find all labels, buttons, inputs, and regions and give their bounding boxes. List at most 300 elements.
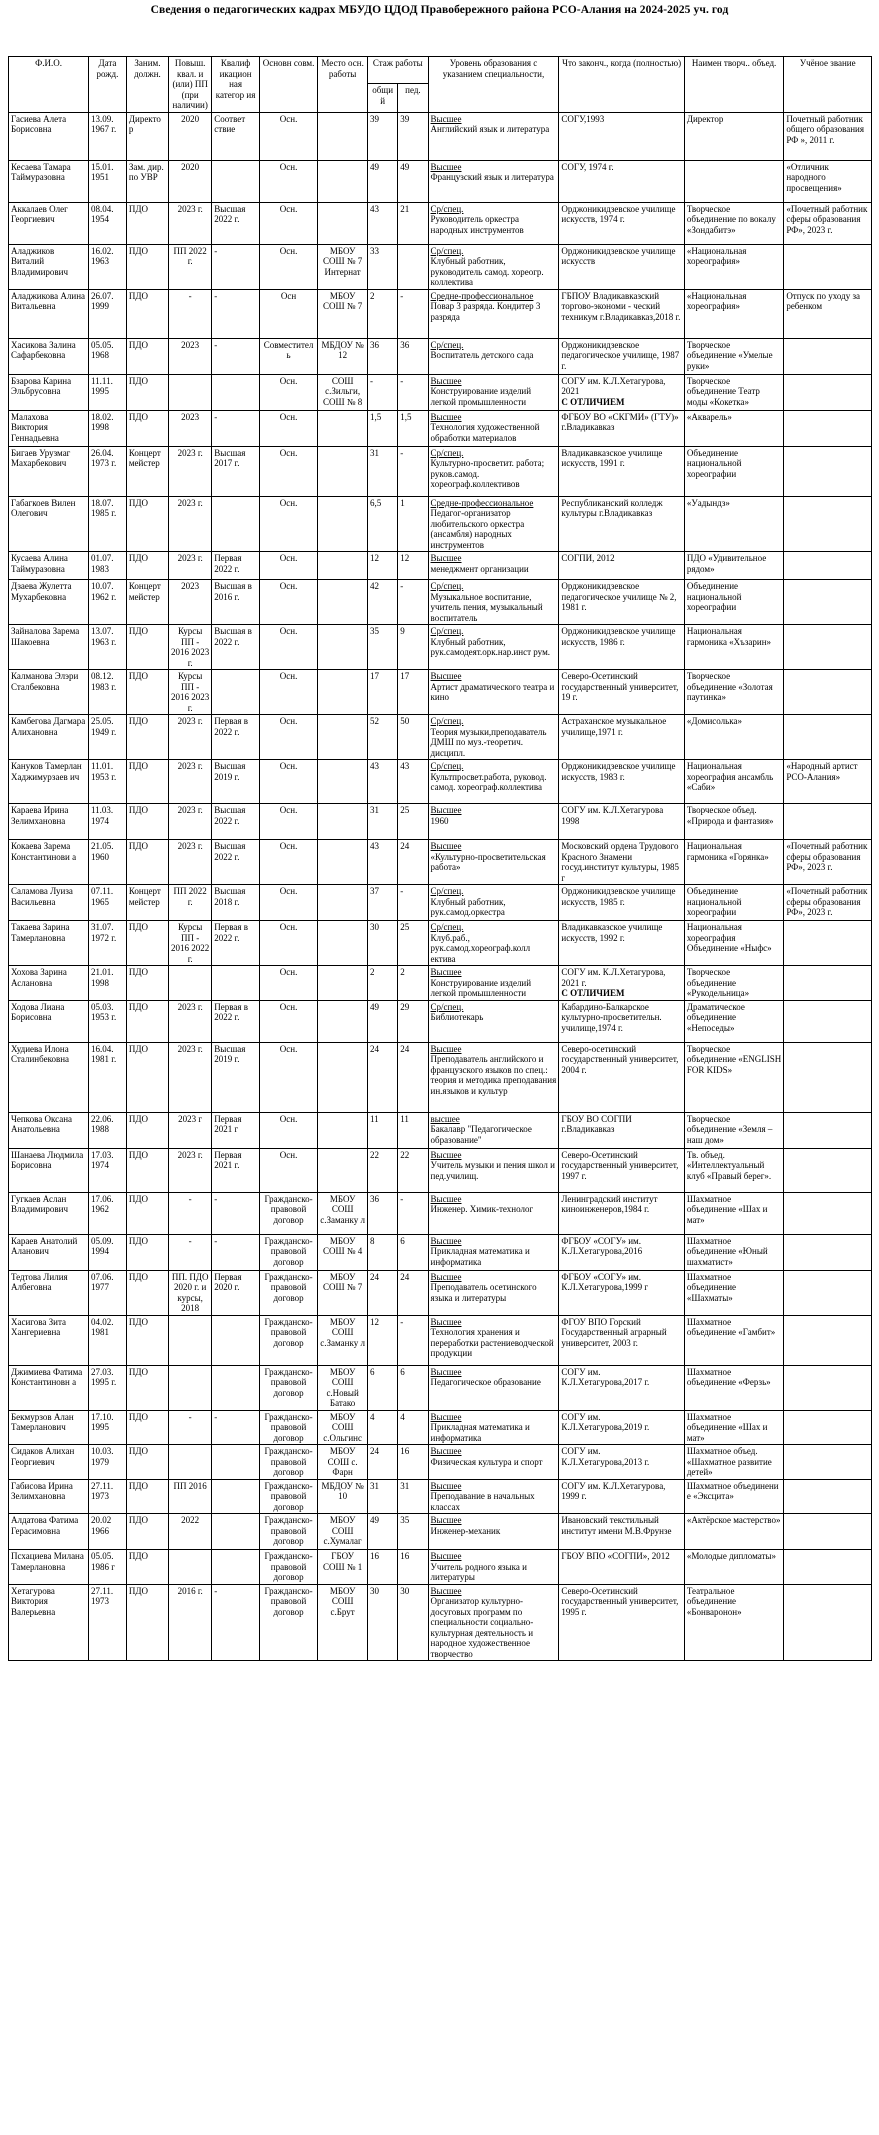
cell-association: Творческое объединение по вокалу «Зондабитэ» [684,202,783,244]
graduated-text: Орджоникидзевское педагогическое училище, 1987 г. [561,339,680,371]
cell-basis: Гражданско-правовой договор [259,1550,317,1585]
cell-fio: Калманова Элэри Сталбековна [9,670,89,715]
cell-workplace [318,966,368,1001]
table-row [9,1445,872,1480]
cell-graduated [559,1479,684,1514]
header-exp-ped: пед. [398,84,428,112]
table-row [9,1270,872,1315]
cell-dob: 04.02. 1981 [89,1315,127,1365]
cell-category [212,496,260,552]
education-specialty: Артист драматического театра и кино [430,681,555,702]
table-row [9,580,872,625]
cell-training: 2023 г. [169,446,212,496]
cell-workplace: МБОУ СОШ № 7 [318,1270,368,1315]
cell-dob: 05.05. 1986 г [89,1550,127,1585]
cell-association: Шахматное объединение «Шах и мат» [684,1192,783,1234]
cell-exp-total: 16 [367,1550,397,1585]
cell-graduated [559,160,684,202]
cell-title-rank [784,1410,872,1445]
cell-graduated [559,840,684,885]
cell-fio: Малахова Виктория Геннадьевна [9,410,89,446]
table-row [9,670,872,715]
cell-category: - [212,410,260,446]
education-level: Высшее [430,553,462,563]
cell-education [428,760,559,804]
cell-category: Первая 2021 г [212,1112,260,1148]
cell-association: Тв. объед. «Интеллектуальный клуб «Правый берег». [684,1148,783,1192]
table-row [9,1479,872,1514]
cell-graduated [559,1584,684,1661]
cell-basis: Осн. [259,446,317,496]
cell-exp-ped: 50 [398,715,428,760]
cell-category: Высшая 2017 г. [212,446,260,496]
cell-exp-total: 30 [367,921,397,966]
cell-basis: Осн. [259,1042,317,1112]
cell-workplace: МБОУ СОШ с.Брут [318,1584,368,1661]
cell-position: Концерт мейстер [126,885,168,921]
cell-title-rank [784,1445,872,1480]
education-level: Высшее [430,1193,462,1204]
cell-title-rank [784,1148,872,1192]
cell-education [428,1584,559,1661]
cell-graduated [559,1410,684,1445]
education-specialty: Культурно-просветит. работа; руков.самод. хореограф.коллективов [430,458,545,489]
cell-workplace [318,1112,368,1148]
cell-dob: 08.04. 1954 [89,202,127,244]
cell-position: ПДО [126,410,168,446]
cell-position: ПДО [126,1315,168,1365]
cell-title-rank: «Почетный работник сферы образования РФ», 2023 г. [784,840,872,885]
cell-exp-total: 6 [367,1365,397,1410]
cell-exp-ped: 36 [398,338,428,374]
header-fio: Ф.И.О. [9,57,89,113]
cell-basis: Гражданско-правовой договор [259,1514,317,1550]
header-workplace: Место осн. работы [318,57,368,113]
graduated-text: Ивановский текстильный институт имени М.В.Фрунзе [561,1515,672,1536]
cell-dob: 27.11. 1973 [89,1479,127,1514]
cell-category: - [212,244,260,289]
cell-education [428,374,559,410]
cell-title-rank [784,1042,872,1112]
cell-position: Зам. дир. по УВР [126,160,168,202]
cell-graduated [559,670,684,715]
cell-dob: 21.01. 1998 [89,966,127,1001]
cell-position: ПДО [126,715,168,760]
cell-exp-total: 52 [367,715,397,760]
cell-training: 2023 г. [169,840,212,885]
cell-association: «Акварель» [684,410,783,446]
education-specialty: Преподаватель осетинского языка и литературы [430,1282,537,1303]
cell-fio: Аккалаев Олег Георгиевич [9,202,89,244]
cell-title-rank [784,374,872,410]
cell-exp-ped: 49 [398,160,428,202]
cell-association: Творческое объед. «Природа и фантазия» [684,804,783,840]
cell-position: ПДО [126,1148,168,1192]
table-row [9,202,872,244]
cell-education [428,1000,559,1042]
cell-education [428,410,559,446]
cell-education [428,289,559,338]
cell-fio: Кануков Тамерлан Хаджимурзаев ич [9,760,89,804]
education-level: Высшее [430,1411,462,1422]
table-row [9,715,872,760]
cell-category: - [212,338,260,374]
cell-dob: 05.03. 1953 г. [89,1000,127,1042]
cell-basis: Осн. [259,760,317,804]
cell-training: 2023 [169,410,212,446]
cell-dob: 10.07. 1962 г. [89,580,127,625]
cell-graduated [559,1270,684,1315]
cell-training: 2023 г. [169,1000,212,1042]
cell-workplace [318,804,368,840]
cell-training: ПП 2022 г. [169,244,212,289]
cell-fio: Сидаков Алихан Георгиевич [9,1445,89,1480]
table-body [9,112,872,1661]
cell-category: Первая в 2022 г. [212,921,260,966]
table-row [9,1514,872,1550]
cell-training: 2023 г. [169,804,212,840]
table-row [9,160,872,202]
table-row [9,374,872,410]
cell-exp-ped: 29 [398,1000,428,1042]
cell-exp-total: 12 [367,1315,397,1365]
cell-workplace: МБОУ СОШ № 7 [318,289,368,338]
cell-workplace [318,1000,368,1042]
cell-training: - [169,1192,212,1234]
cell-title-rank [784,244,872,289]
cell-education [428,921,559,966]
cell-graduated [559,496,684,552]
cell-graduated [559,1112,684,1148]
cell-title-rank [784,1270,872,1315]
education-specialty: Музыкальное воспитание, учитель пения, музыкальный воспитатель [430,591,543,623]
graduated-text: ФГБОУ ВО «СКГМИ» (ГТУ)» г.Владикавказ [561,411,679,432]
education-level: Высшее [430,805,462,815]
cell-association: «Национальная хореография» [684,244,783,289]
cell-association: Директор [684,112,783,160]
graduated-text: СОГУ им. К.Л.Хетагурова,2013 г. [561,1446,650,1467]
cell-exp-total: 43 [367,202,397,244]
cell-dob: 27.11. 1973 [89,1584,127,1661]
cell-education [428,625,559,670]
education-level: Ср/спец. [430,447,464,458]
cell-graduated [559,921,684,966]
education-level: Ср/спец. [430,886,464,896]
education-specialty: Педагогическое образование [430,1377,541,1387]
graduated-text: Московский ордена Трудового Красного Знамени госуд.институт культуры, 1985 г [561,841,680,883]
table-row [9,840,872,885]
cell-graduated [559,112,684,160]
education-level: Ср/спец. [430,761,464,771]
cell-basis: Осн. [259,1112,317,1148]
cell-title-rank [784,715,872,760]
graduated-text: СОГУ,1993 [561,113,605,124]
cell-exp-total: 43 [367,760,397,804]
cell-training: 2020 [169,160,212,202]
education-level: Высшее [430,375,462,386]
graduated-text: Северо-Осетинский государственный университет, 1995 г. [561,1585,679,1617]
cell-basis: Осн. [259,202,317,244]
cell-education [428,446,559,496]
page-title: Сведения о педагогических кадрах МБУДО ЦДОД Правобережного района РСО-Алания на 2024-2025 уч. год [150,4,729,16]
cell-education [428,496,559,552]
cell-training: - [169,289,212,338]
header-dob: Дата рожд. [89,57,127,113]
cell-exp-total: 33 [367,244,397,289]
cell-title-rank [784,921,872,966]
cell-association: Шахматное объединение «Шахматы» [684,1270,783,1315]
cell-exp-ped: 39 [398,112,428,160]
cell-position: Директо р [126,112,168,160]
education-specialty: Бакалавр "Педагогическое образование" [430,1124,532,1145]
cell-training: Курсы ПП - 2016 2022 г. [169,921,212,966]
table-row [9,1365,872,1410]
cell-graduated [559,338,684,374]
cell-graduated [559,1192,684,1234]
cell-fio: Бигаев Урузмаг Махарбекович [9,446,89,496]
cell-exp-ped: 2 [398,966,428,1001]
cell-basis: Гражданско-правовой договор [259,1315,317,1365]
cell-basis: Осн. [259,1000,317,1042]
cell-workplace [318,1042,368,1112]
cell-exp-ped: 24 [398,840,428,885]
cell-title-rank [784,1192,872,1234]
cell-position: ПДО [126,496,168,552]
cell-exp-total: 6,5 [367,496,397,552]
cell-fio: Псхациева Милана Тамерлановна [9,1550,89,1585]
cell-education [428,1234,559,1270]
education-specialty: Теория музыки,преподаватель ДМШ по муз.-теоретич. дисципл. [430,726,547,758]
cell-category: Первая 2021 г. [212,1148,260,1192]
cell-exp-total: 31 [367,804,397,840]
education-specialty: Конструирование изделий легкой промышленности [430,977,532,998]
cell-education [428,1410,559,1445]
cell-exp-ped: 16 [398,1445,428,1480]
table-row [9,804,872,840]
cell-exp-total: 49 [367,160,397,202]
graduated-text: Владикавказское училище искусств, 1991 г. [561,447,663,468]
cell-exp-ped: - [398,1315,428,1365]
cell-education [428,552,559,580]
cell-position: ПДО [126,289,168,338]
education-level: Высшее [430,671,462,681]
cell-category: Высшая 2019 г. [212,760,260,804]
cell-association: Творческое объединение «Рукодельница» [684,966,783,1001]
graduated-text: Орджоникидзевское училище искусств, 1986 г. [561,626,676,647]
cell-dob: 17.10. 1995 [89,1410,127,1445]
graduated-text: ФГОУ ВПО Горский Государственный аграрный университет, 2003 г. [561,1316,667,1348]
cell-title-rank [784,580,872,625]
graduated-text: Северо-Осетинский государственный университет, 1997 г. [561,1149,679,1181]
cell-graduated [559,1042,684,1112]
cell-exp-ped: 22 [398,1148,428,1192]
education-level: Высшее [430,1271,462,1282]
cell-education [428,1479,559,1514]
education-specialty: Клуб.раб., рук.самод.хореограф.колл ектива [430,932,531,964]
cell-education [428,1445,559,1480]
cell-training: 2023 г [169,1112,212,1148]
cell-association: ПДО «Удивительное рядом» [684,552,783,580]
cell-dob: 17.06. 1962 [89,1192,127,1234]
education-level: Высшее [430,1366,462,1377]
cell-exp-ped: - [398,885,428,921]
cell-basis: Осн. [259,921,317,966]
cell-training: 2023 г. [169,496,212,552]
cell-exp-ped: - [398,374,428,410]
cell-position: ПДО [126,840,168,885]
cell-exp-total: 39 [367,112,397,160]
cell-position: ПДО [126,804,168,840]
cell-graduated [559,1315,684,1365]
cell-association: Шахматное объединение «Ферзь» [684,1365,783,1410]
cell-exp-total: 24 [367,1270,397,1315]
cell-dob: 20.02 1966 [89,1514,127,1550]
cell-basis: Осн [259,289,317,338]
cell-title-rank [784,496,872,552]
cell-exp-ped: - [398,289,428,338]
cell-education [428,1112,559,1148]
cell-basis: Гражданско-правовой договор [259,1365,317,1410]
cell-association: Объединение национальной хореографии [684,580,783,625]
cell-basis: Осн. [259,410,317,446]
cell-graduated [559,1514,684,1550]
cell-workplace [318,580,368,625]
cell-workplace [318,670,368,715]
graduated-text: СОГПИ, 2012 [561,553,615,563]
cell-title-rank: «Народный артист РСО-Алания» [784,760,872,804]
cell-exp-ped: 31 [398,1479,428,1514]
cell-exp-total: 49 [367,1000,397,1042]
education-specialty: Культпросвет.работа, руковод. самод. хореограф.коллектива [430,771,547,792]
graduated-text: СОГУ им. К.Л.Хетагурова, 2021 г. [561,967,666,988]
cell-association: Шахматное объединение «Юный шахматист» [684,1234,783,1270]
cell-category [212,966,260,1001]
header-association: Наимен творч.. объед. [684,57,783,113]
table-row [9,625,872,670]
cell-graduated [559,885,684,921]
cell-association: Национальная хореография ансамбль «Саби» [684,760,783,804]
cell-association: Национальная хореография Объединение «Ныфс» [684,921,783,966]
cell-fio: Габагкоев Вилен Олегович [9,496,89,552]
cell-fio: Алдатова Фатима Герасимовна [9,1514,89,1550]
education-level: Высшее [430,1043,462,1054]
education-specialty: Клубный работник, руководитель самод. хореогр. коллектива [430,256,544,287]
cell-workplace [318,715,368,760]
cell-workplace: МБОУ СОШ с.Ольгинс [318,1410,368,1445]
table-row [9,289,872,338]
cell-fio: Аладжикова Алина Витальевна [9,289,89,338]
cell-education [428,1148,559,1192]
education-level: Высшее [430,1446,462,1456]
cell-graduated [559,374,684,410]
cell-exp-total: 4 [367,1410,397,1445]
cell-title-rank: «Почетный работник сферы образования РФ», 2023 г. [784,202,872,244]
cell-position: ПДО [126,670,168,715]
cell-association: Шахматное объединение «Шах и мат» [684,1410,783,1445]
cell-exp-total: 37 [367,885,397,921]
graduated-text: СОГУ им. К.Л.Хетагурова 1998 [561,805,664,826]
cell-association: Творческое объединение «Земля – наш дом» [684,1112,783,1148]
cell-graduated [559,760,684,804]
cell-graduated [559,804,684,840]
cell-education [428,715,559,760]
cell-category: Высшая 2019 г. [212,1042,260,1112]
cell-basis: Осн. [259,840,317,885]
graduated-text: ГБОУ ВПО «СОГПИ», 2012 [561,1551,670,1561]
cell-title-rank [784,1365,872,1410]
cell-category [212,1550,260,1585]
cell-dob: 05.05. 1968 [89,338,127,374]
cell-title-rank: «Отличник народного просвещения» [784,160,872,202]
cell-dob: 18.02. 1998 [89,410,127,446]
cell-category: Высшая 2022 г. [212,840,260,885]
cell-basis: Осн. [259,552,317,580]
cell-basis: Осн. [259,625,317,670]
education-specialty: Воспитатель детского сада [430,350,534,360]
graduated-text: Владикавказское училище искусств, 1992 г. [561,922,663,943]
graduated-text: Северо-осетинский государственный университет, 2004 г. [561,1043,679,1075]
cell-basis: Гражданско-правовой договор [259,1270,317,1315]
cell-position: ПДО [126,374,168,410]
cell-exp-total: 8 [367,1234,397,1270]
table-header-row [9,57,872,84]
cell-workplace [318,760,368,804]
cell-category: Соответ ствие [212,112,260,160]
graduated-text: ФГБОУ «СОГУ» им. К.Л.Хетагурова,1999 г [561,1271,649,1292]
cell-basis: Осн. [259,374,317,410]
cell-exp-total: 36 [367,1192,397,1234]
education-specialty: Инженер. Химик-технолог [430,1204,534,1214]
cell-training: 2020 [169,112,212,160]
cell-fio: Габисова Ирина Зелимхановна [9,1479,89,1514]
education-level: Ср/спец. [430,203,464,214]
education-specialty: Повар 3 разряда. Кондитер 3 разряда [430,301,541,322]
education-level: Высшее [430,1515,462,1525]
table-row [9,1315,872,1365]
cell-fio: Караева Ирина Зелимхановна [9,804,89,840]
cell-fio: Шанаева Людмила Борисовна [9,1148,89,1192]
cell-exp-ped: - [398,580,428,625]
cell-training: Курсы ПП - 2016 2023 г. [169,670,212,715]
education-specialty: Клубный работник, рук.самодеят.орк.нар.инст рум. [430,636,551,657]
cell-fio: Хасигова Зита Хангериевна [9,1315,89,1365]
cell-basis: Гражданско-правовой договор [259,1479,317,1514]
cell-training: 2016 г. [169,1584,212,1661]
cell-education [428,1365,559,1410]
graduated-text: Орджоникидзевское училище искусств, 1985 г. [561,886,676,907]
cell-exp-total: 42 [367,580,397,625]
cell-dob: 13.07. 1963 г. [89,625,127,670]
cell-basis: Совместитель [259,338,317,374]
cell-fio: Аладжиков Виталий Владимирович [9,244,89,289]
cell-association: «Молодые дипломаты» [684,1550,783,1585]
table-row [9,885,872,921]
graduated-text: ГБОУ ВО СОГПИ г.Владикавказ [561,1113,632,1134]
cell-training [169,1550,212,1585]
cell-fio: Зайналова Зарема Шакоевна [9,625,89,670]
cell-workplace: МБОУ СОШ с. Фарн [318,1445,368,1480]
education-level: Ср/спец. [430,716,464,726]
cell-training: 2023 [169,338,212,374]
cell-dob: 11.01. 1953 г. [89,760,127,804]
cell-exp-ped: 4 [398,1410,428,1445]
table-row [9,1148,872,1192]
cell-workplace [318,160,368,202]
cell-title-rank [784,1550,872,1585]
cell-exp-total: 31 [367,1479,397,1514]
cell-position: ПДО [126,1584,168,1661]
cell-exp-ped: 30 [398,1584,428,1661]
